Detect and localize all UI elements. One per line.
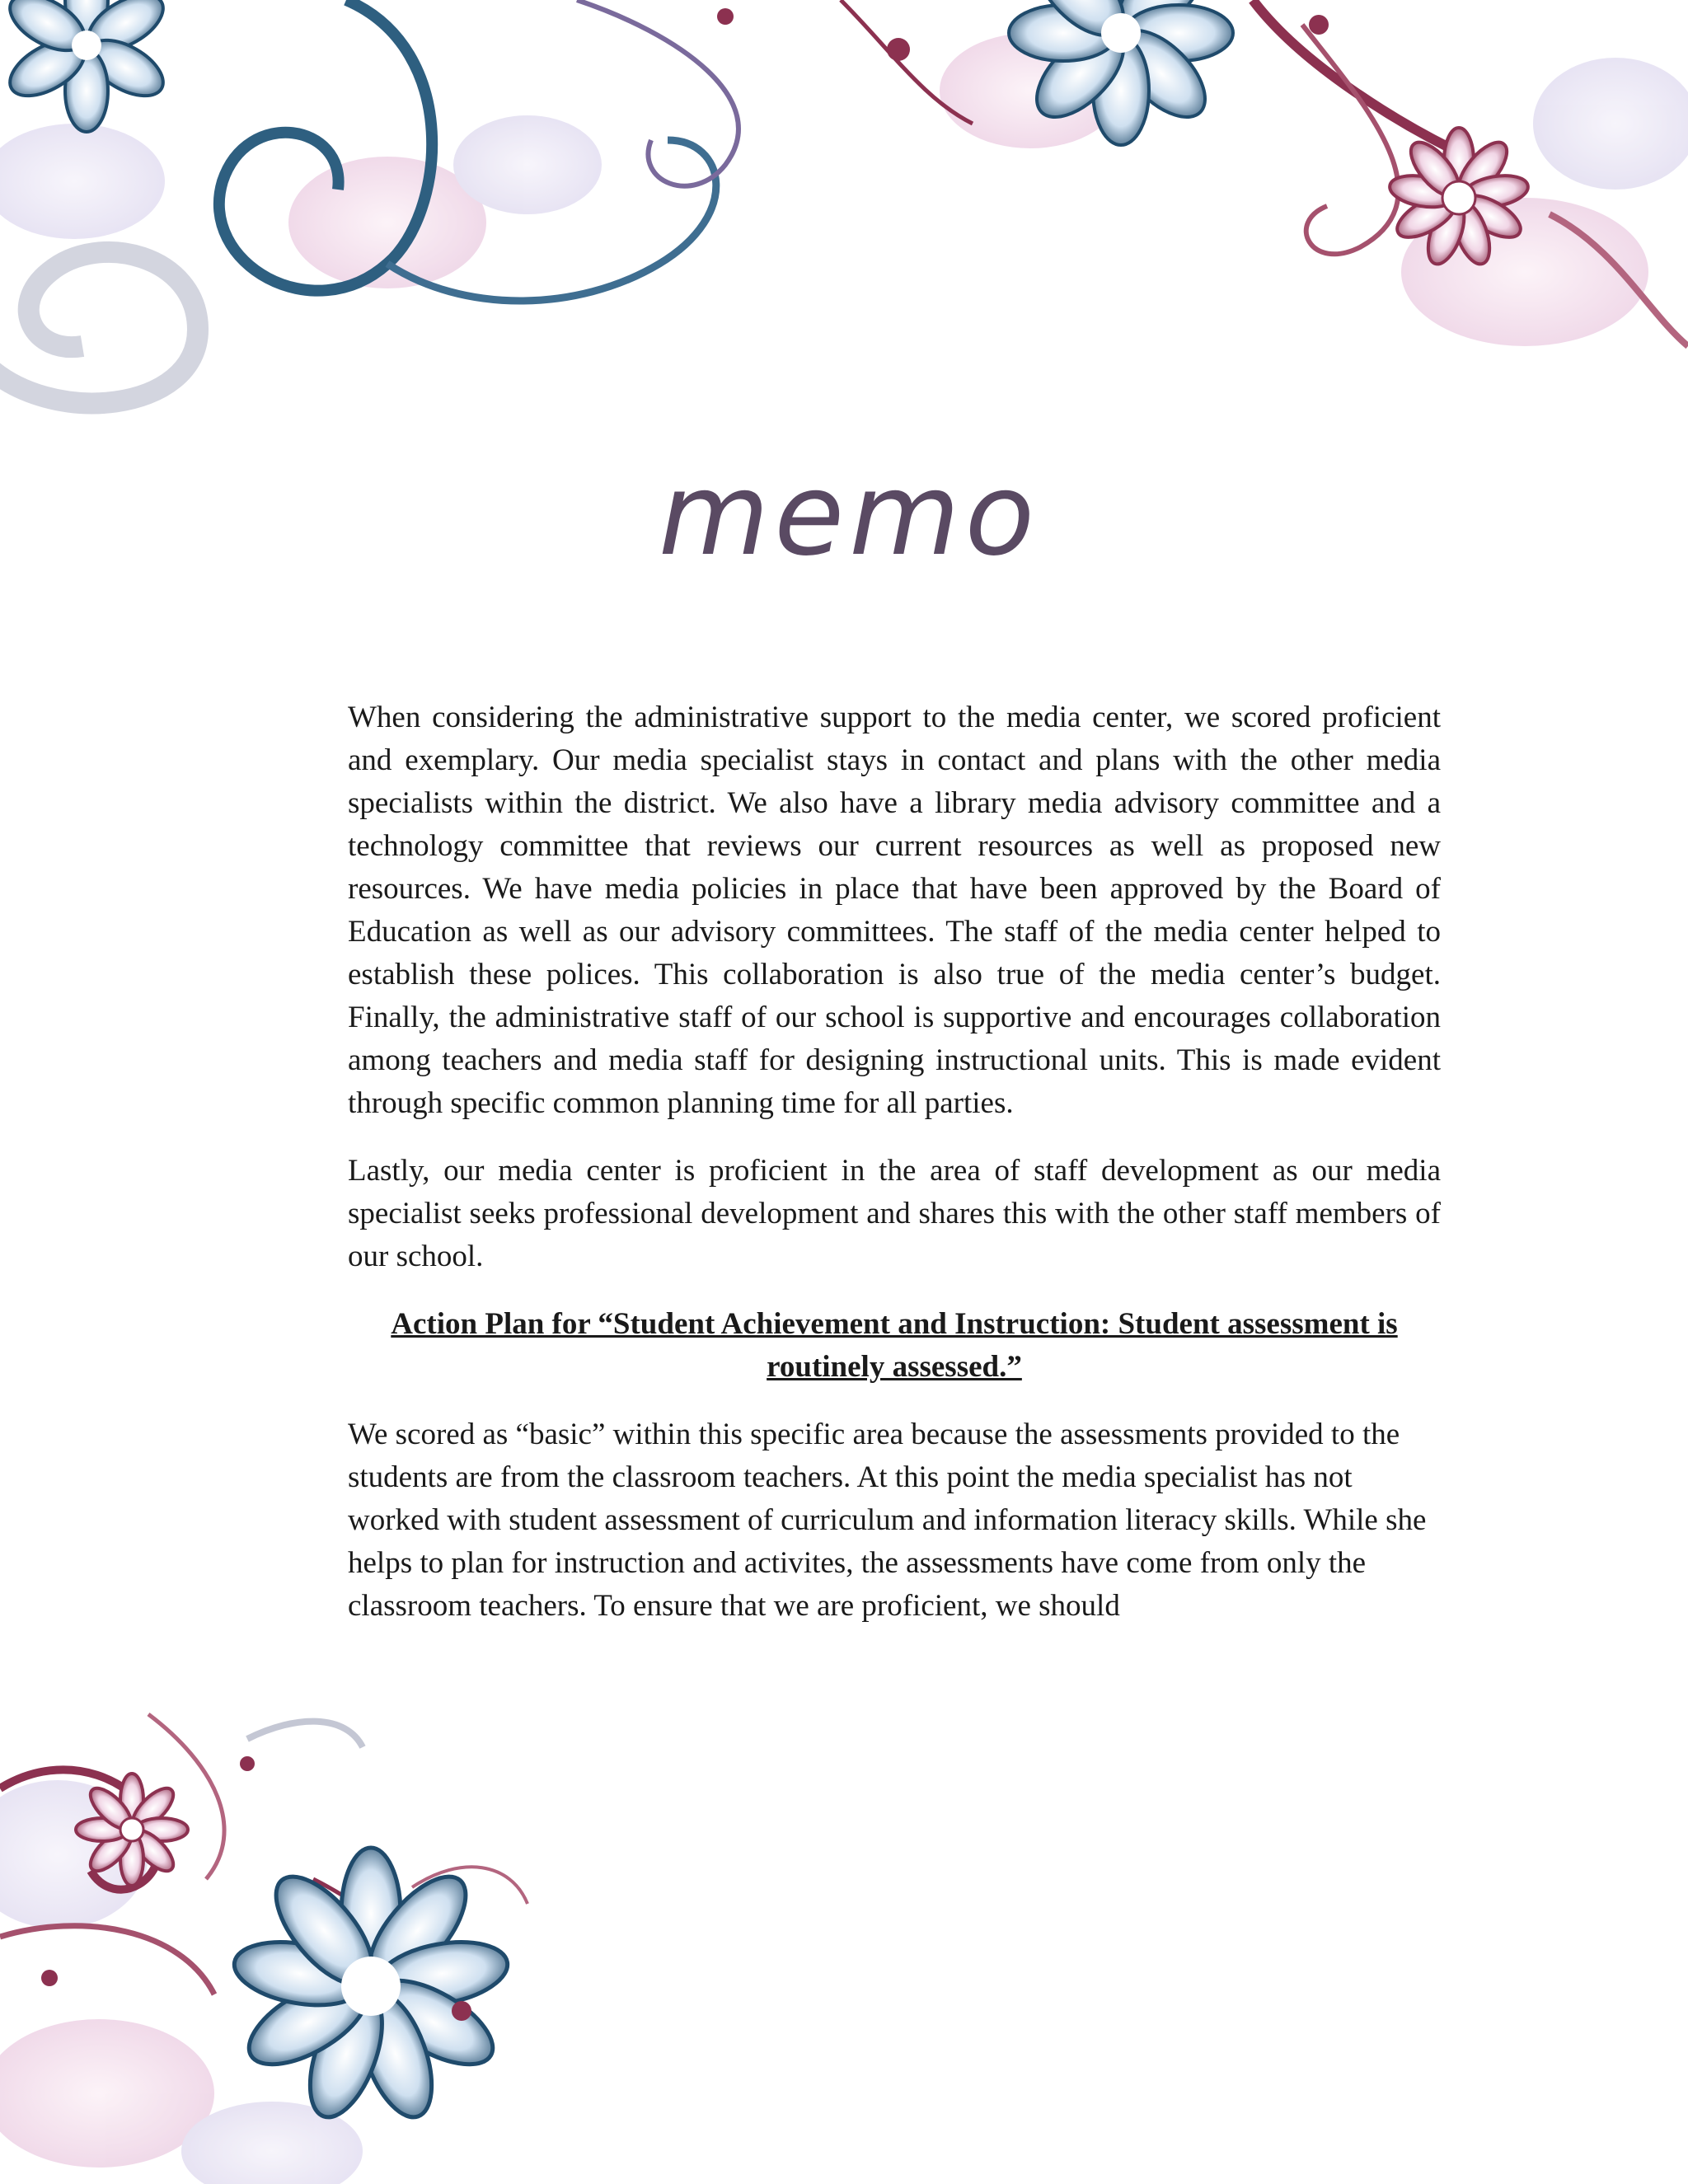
memo-logo: [610, 462, 1088, 585]
memo-logo-text: memo: [658, 462, 1040, 581]
action-plan-heading: Action Plan for “Student Achievement and Instruction: Student assessment is routinely assessed.”: [391, 1307, 1398, 1384]
floral-footer-decoration: [0, 1665, 626, 2184]
floral-header-decoration: [0, 0, 1688, 429]
memo-body: [348, 696, 1441, 1652]
paragraph-administrative-support: When considering the administrative support to the media center, we scored proficient and exemplary. Our media specialist stays in contact and plans with the other media specialists within the district. We also have a library media advisory committee and a technology committee that reviews our current resources as well as proposed new resources. We have media policies in place that have been approved by the Board of Education as well as our advisory committees. The staff of the media center helped to establish these polices. This collaboration is also true of the media center’s budget. Finally, the administrative staff of our school is supportive and encourages collaboration among teachers and media staff for designing instructional units. This is made evident through specific common planning time for all parties.: [348, 701, 1441, 1120]
paragraph-staff-development: Lastly, our media center is proficient in the area of staff development as our media specialist seeks professional development and shares this with the other staff members of our school.: [348, 1154, 1441, 1273]
paragraph-basic-assessment: We scored as “basic” within this specific area because the assessments provided to the students are from the classroom teachers. At this point the media specialist has not worked with student assessment of curriculum and information literacy skills. While she helps to plan for instruction and activites, the assessments have come from only the classroom teachers. To ensure that we are proficient, we should: [348, 1418, 1427, 1623]
